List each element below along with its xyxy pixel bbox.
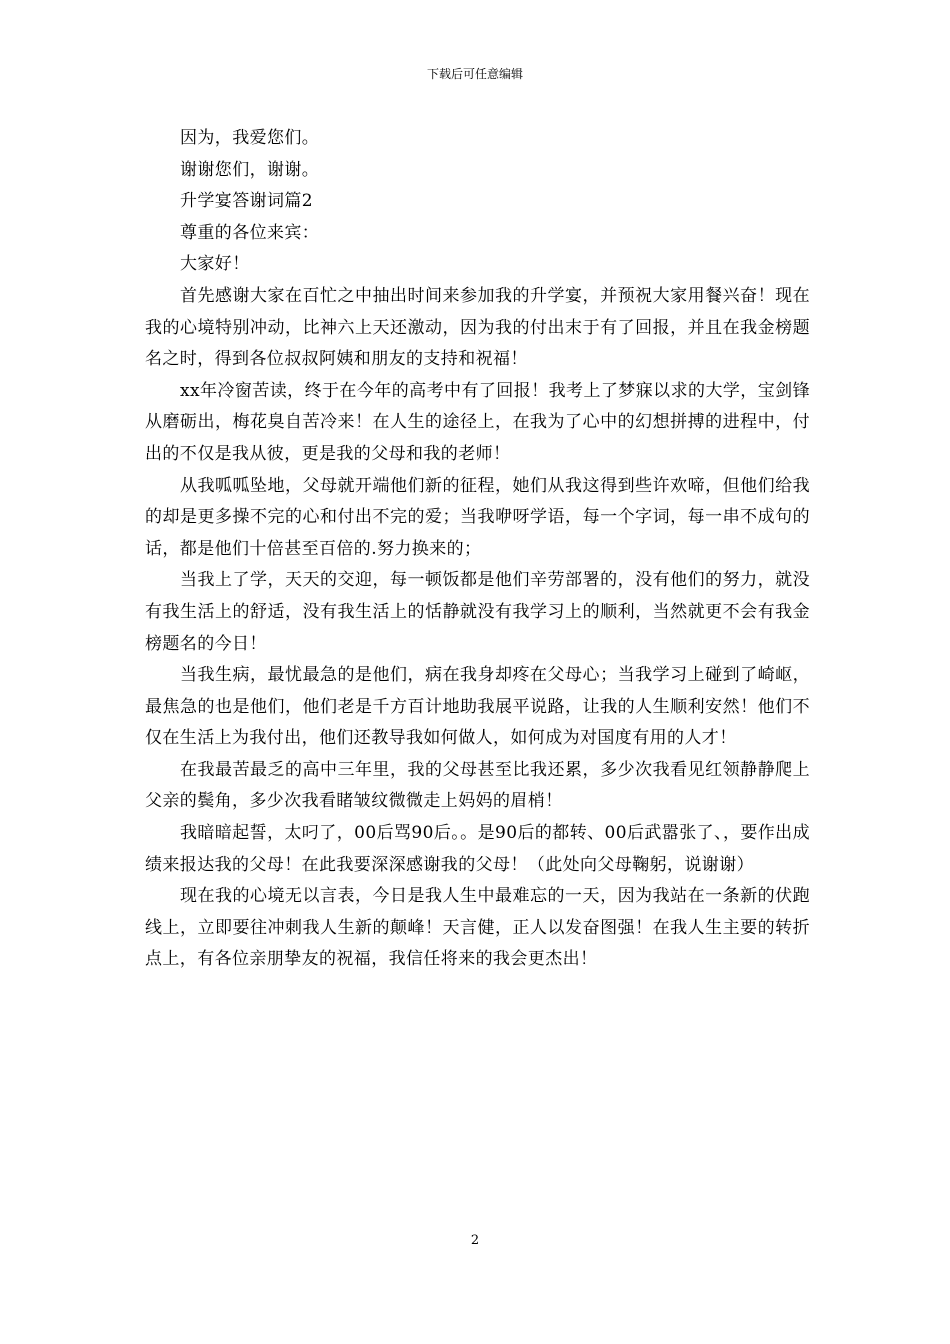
section-heading: 升学宴答谢词篇2 [180, 191, 314, 212]
paragraph: 首先感谢大家在百忙之中抽出时间来参加我的升学宴，并预祝大家用餐兴奋！现在我的心境特别冲动，比神六上天还激动，因为我的付出末于有了回报，并且在我金榜题名之时，得到各位叔叔阿姨和朋友的支持和祝福！ [145, 285, 810, 370]
paragraph-closing-love: 因为，我爱您们。 [180, 128, 320, 148]
page-number: 2 [470, 1233, 480, 1248]
page-header: 下载后可任意编辑 [426, 67, 523, 81]
greeting: 大家好！ [180, 254, 250, 275]
document-body [145, 123, 810, 976]
paragraph: 在我最苦最乏的高中三年里，我的父母甚至比我还累，多少次我看见红领静静爬上父亲的鬓角，多少次我看睹皱纹微微走上妈妈的眉梢！ [145, 759, 810, 812]
paragraph: xx年冷窗苦读，终于在今年的高考中有了回报！我考上了梦寐以求的大学，宝剑锋从磨砺出，梅花臭自苦冷来！在人生的途径上，在我为了心中的幻想拼搏的进程中，付出的不仅是我从彼，更是我的父母和我的老师！ [145, 380, 810, 464]
paragraph-closing-thanks: 谢谢您们，谢谢。 [180, 159, 320, 180]
paragraph: 我暗暗起誓，太叼了，00后骂90后。。是90后的都转、00后武嚣张了、，要作出成绩来报达我的父母！在此我要深深感谢我的父母！（此处向父母鞠躬，说谢谢） [145, 823, 810, 875]
paragraph: 当我生病，最忧最急的是他们，病在我身却疼在父母心；当我学习上碰到了崎岖，最焦急的也是他们，他们老是千方百计地助我展平说路，让我的人生顺利安然！他们不仅在生活上为我付出，他们还教导我如何做人，如何成为对国度有用的人才！ [145, 665, 810, 749]
paragraph: 从我呱呱坠地，父母就开端他们新的征程，她们从我这得到些许欢啼，但他们给我的却是更多操不完的心和付出不完的爱；当我咿呀学语，每一个字词，每一串不成句的话，都是他们十倍甚至百倍的.努力换来的； [145, 475, 810, 559]
paragraph: 现在我的心境无以言表，今日是我人生中最难忘的一天，因为我站在一条新的伏跑线上，立即要往冲刺我人生新的颠峰！天言健，正人以发奋图强！在我人生主要的转折点上，有各位亲朋挚友的祝福，我信任将来的我会更杰出！ [145, 886, 810, 970]
salutation: 尊重的各位来宾： [180, 222, 320, 243]
paragraph: 当我上了学，天天的交迎，每一顿饭都是他们辛劳部署的，没有他们的努力，就没有我生活上的舒适，没有我生活上的恬静就没有我学习上的顺利，当然就更不会有我金榜题名的今日！ [145, 570, 810, 654]
